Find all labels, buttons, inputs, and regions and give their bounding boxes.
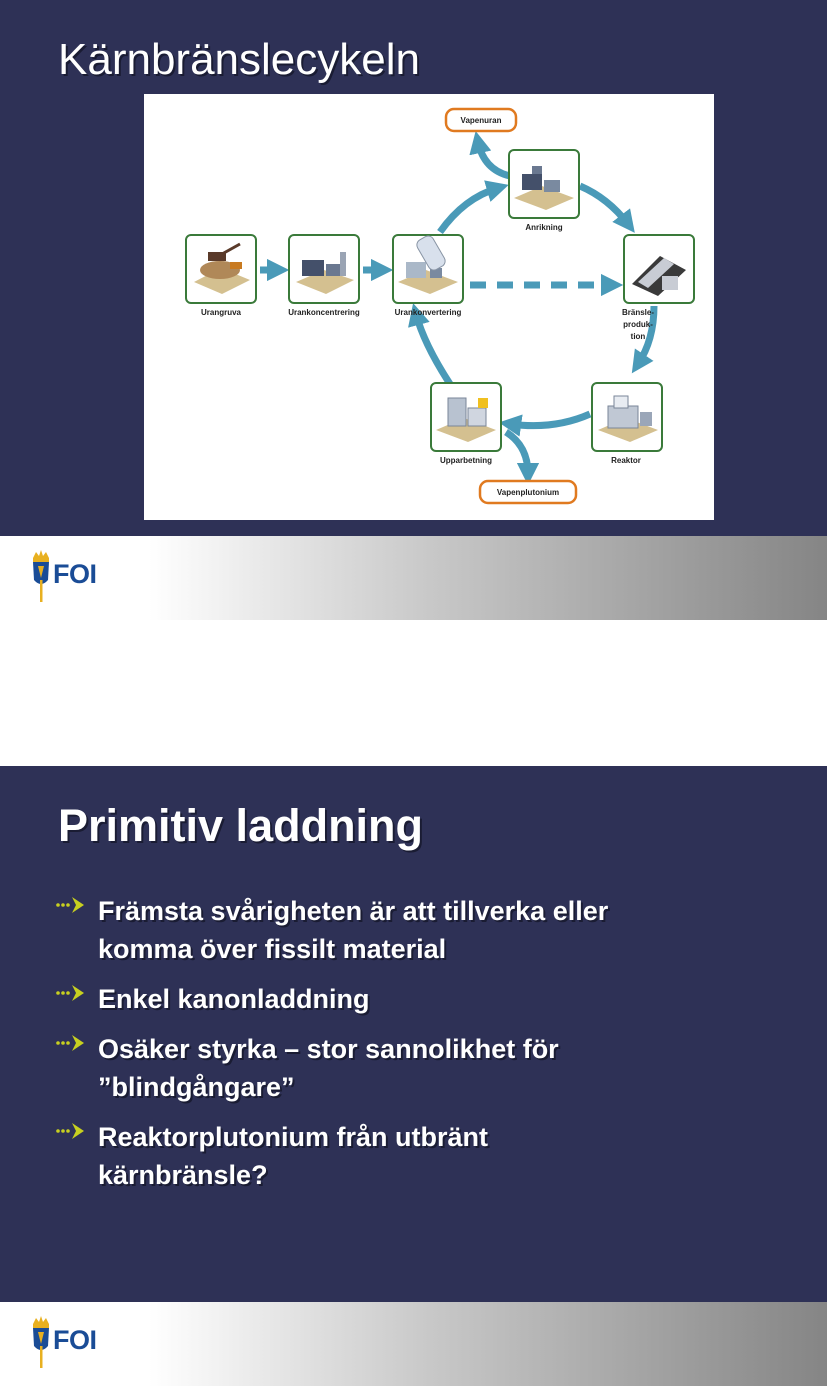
logo-text: FOI <box>53 559 97 589</box>
dotted-arrow-icon <box>54 894 90 916</box>
slide-title: Primitiv laddning <box>58 800 424 851</box>
slide-footer <box>0 1302 827 1386</box>
bullet-line: kärnbränsle? <box>98 1160 268 1190</box>
bullet-line: Osäker styrka – stor sannolikhet för <box>98 1034 559 1064</box>
bullet-line: Enkel kanonladdning <box>98 984 370 1014</box>
label-urankoncentrering: Urankoncentrering <box>288 308 360 317</box>
node-bransleproduktion <box>624 235 694 303</box>
bullet-line: ”blindgångare” <box>98 1072 295 1102</box>
slide-primitive-charge <box>0 766 827 1303</box>
label-vapenplutonium: Vapenplutonium <box>496 488 560 497</box>
label-reaktor: Reaktor <box>611 456 641 465</box>
arrow-upparbetning-to-konvertering <box>416 314 450 384</box>
dotted-arrow-icon <box>54 982 90 1004</box>
node-anrikning <box>509 150 579 218</box>
slide-fuel-cycle <box>0 0 827 536</box>
arrow-anrikning-to-vapenuran <box>478 142 510 176</box>
node-upparbetning <box>431 383 501 451</box>
arrow-anrikning-to-bransle <box>580 186 628 224</box>
slide-footer <box>0 536 827 620</box>
label-anrikning: Anrikning <box>525 223 563 232</box>
crown-torch-icon <box>30 1316 52 1368</box>
arrow-reaktor-to-upparbetning <box>510 414 590 426</box>
node-reaktor <box>592 383 662 451</box>
bullet-line: Främsta svårigheten är att tillverka eller <box>98 896 609 926</box>
fuel-cycle-diagram <box>144 94 714 520</box>
foi-logo <box>30 548 120 608</box>
label-bransle-line2: produk- <box>623 320 653 329</box>
label-vapenuran: Vapenuran <box>460 116 502 125</box>
bullet-item <box>54 980 774 1018</box>
bullet-item <box>54 892 774 968</box>
label-bransle-line1: Bränsle- <box>621 308 655 317</box>
dotted-arrow-icon <box>54 1032 90 1054</box>
dotted-arrow-icon <box>54 1120 90 1142</box>
label-upparbetning: Upparbetning <box>440 456 492 465</box>
crown-torch-icon <box>30 550 52 602</box>
logo-text: FOI <box>53 1325 97 1355</box>
node-urankoncentrering <box>289 235 359 303</box>
node-urankonvertering <box>393 234 463 303</box>
fuel-cycle-svg <box>144 94 714 520</box>
bullet-item <box>54 1118 774 1194</box>
bullet-item <box>54 1030 774 1106</box>
foi-logo <box>30 1314 120 1374</box>
label-urankonvertering: Urankonvertering <box>394 308 462 317</box>
label-urangruva: Urangruva <box>200 308 242 317</box>
arrow-upparbetning-to-vapenplutonium <box>506 432 528 474</box>
slide-title: Kärnbränslecykeln <box>58 35 420 84</box>
bullet-line: Reaktorplutonium från utbränt <box>98 1122 488 1152</box>
bullet-line: komma över fissilt material <box>98 934 447 964</box>
label-bransle-line3: tion <box>630 332 646 341</box>
bullet-list <box>54 892 774 1206</box>
node-urangruva <box>186 235 256 303</box>
arrow-konvertering-to-anrikning <box>440 188 498 232</box>
